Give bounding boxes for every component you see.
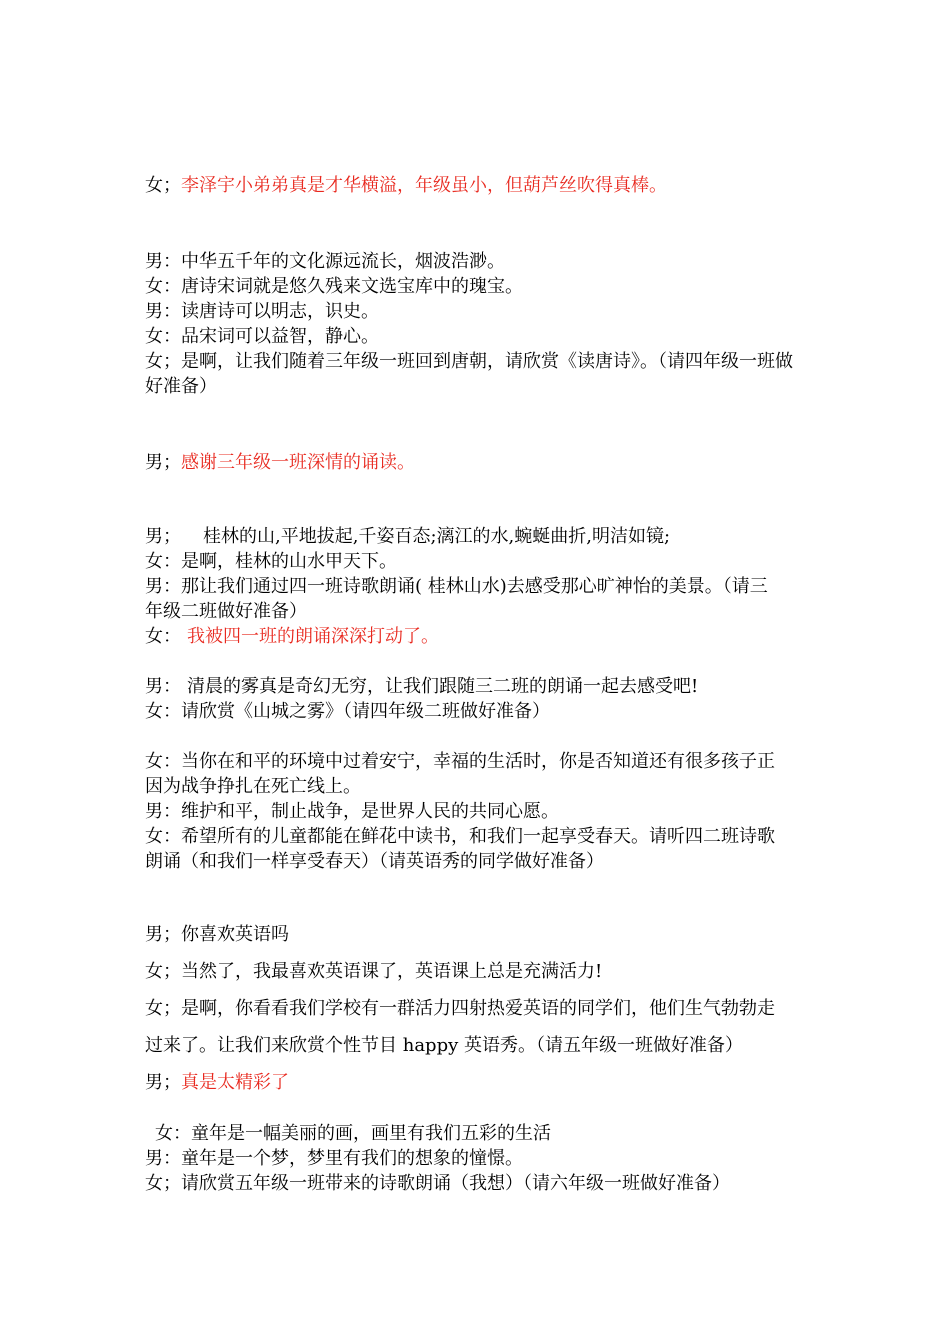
dialogue-line-continuation (145, 375, 217, 399)
dialogue-line-continuation (145, 600, 307, 624)
dialogue-line (145, 451, 415, 475)
line-text: 维护和平，制止战争，是世界人民的共同心愿。 (181, 801, 559, 822)
line-text: 是啊，桂林的山水甲天下。 (181, 551, 397, 572)
line-text: 童年是一个梦，梦里有我们的想象的憧憬。 (181, 1148, 523, 1169)
speaker-label: 女： (155, 1123, 191, 1144)
dialogue-line (145, 525, 670, 549)
speaker-label: 男： (145, 1148, 181, 1169)
dialogue-line (145, 1147, 523, 1171)
speaker-label: 女： (145, 751, 181, 772)
line-text: 希望所有的儿童都能在鲜花中读书，和我们一起享受春天。请听四二班诗歌 (181, 826, 775, 847)
speaker-label: 女； (145, 961, 181, 982)
speaker-label: 男： (145, 251, 181, 272)
speaker-label: 女； (145, 175, 181, 196)
speaker-label: 男； (145, 924, 181, 945)
speaker-label: 男： (145, 576, 181, 597)
dialogue-line-continuation (145, 775, 361, 799)
line-text: 童年是一幅美丽的画，画里有我们五彩的生活 (191, 1123, 551, 1144)
dialogue-line (145, 174, 667, 198)
dialogue-line (145, 997, 775, 1021)
line-text: 是啊，你看看我们学校有一群活力四射热爱英语的同学们，他们生气勃勃走 (181, 998, 775, 1019)
line-text: 请欣赏五年级一班带来的诗歌朗诵（我想）（请六年级一班做好准备） (181, 1173, 730, 1194)
line-text: 是啊，让我们随着三年级一班回到唐朝，请欣赏《读唐诗》。（请四年级一班做 (181, 351, 793, 372)
line-text: 你喜欢英语吗 (181, 924, 289, 945)
dialogue-line (145, 700, 550, 724)
line-text: 当你在和平的环境中过着安宁，幸福的生活时，你是否知道还有很多孩子正 (181, 751, 775, 772)
line-text: 桂林的山,平地拔起,千姿百态;漓江的水,蜿蜒曲折,明洁如镜; (203, 526, 671, 547)
dialogue-line (145, 350, 793, 374)
dialogue-line (145, 250, 505, 274)
line-text: 李泽宇小弟弟真是才华横溢，年级虽小，但葫芦丝吹得真棒。 (181, 175, 667, 196)
line-text: 清晨的雾真是奇幻无穷，让我们跟随三二班的朗诵一起去感受吧! (187, 676, 699, 697)
dialogue-line (145, 575, 768, 599)
dialogue-line (145, 800, 559, 824)
line-text: 过来了。让我们来欣赏个性节目 happy 英语秀。（请五年级一班做好准备） (145, 1035, 743, 1056)
dialogue-line (145, 750, 775, 774)
dialogue-line (145, 275, 523, 299)
dialogue-line (145, 625, 439, 649)
line-text: 因为战争挣扎在死亡线上。 (145, 776, 361, 797)
speaker-label: 男； (145, 452, 181, 473)
dialogue-line (155, 1122, 551, 1146)
speaker-label: 女： (145, 701, 181, 722)
speaker-label: 女； (145, 351, 181, 372)
line-text: 朗诵（和我们一样享受春天）（请英语秀的同学做好准备） (145, 851, 604, 872)
speaker-label: 女： (145, 276, 181, 297)
line-text: 唐诗宋词就是悠久残来文选宝库中的瑰宝。 (181, 276, 523, 297)
speaker-label: 男： (145, 676, 181, 697)
speaker-label: 男； (145, 1072, 181, 1093)
dialogue-line-continuation (145, 1034, 743, 1058)
line-text: 请欣赏《山城之雾》（请四年级二班做好准备） (181, 701, 550, 722)
speaker-label: 男： (145, 301, 181, 322)
dialogue-line (145, 923, 289, 947)
line-text: 读唐诗可以明志，识史。 (181, 301, 379, 322)
line-text: 年级二班做好准备） (145, 601, 307, 622)
line-text: 中华五千年的文化源远流长，烟波浩渺。 (181, 251, 505, 272)
speaker-label: 男： (145, 801, 181, 822)
line-text: 好准备） (145, 376, 217, 397)
line-text: 感谢三年级一班深情的诵读。 (181, 452, 415, 473)
dialogue-line-continuation (145, 850, 604, 874)
dialogue-line (145, 1172, 730, 1196)
line-text: 那让我们通过四一班诗歌朗诵( 桂林山水)去感受那心旷神怡的美景。（请三 (181, 576, 768, 597)
speaker-label: 女； (145, 1173, 181, 1194)
speaker-label: 男； (145, 526, 181, 547)
line-text: 品宋词可以益智，静心。 (181, 326, 379, 347)
dialogue-line (145, 300, 379, 324)
dialogue-line (145, 550, 397, 574)
dialogue-line (145, 960, 602, 984)
speaker-label: 女： (145, 826, 181, 847)
line-text: 当然了，我最喜欢英语课了，英语课上总是充满活力! (181, 961, 603, 982)
line-text: 真是太精彩了 (181, 1072, 289, 1093)
dialogue-line (145, 825, 775, 849)
speaker-label: 女： (145, 326, 181, 347)
dialogue-line (145, 325, 379, 349)
line-text: 我被四一班的朗诵深深打动了。 (187, 626, 439, 647)
dialogue-line (145, 675, 698, 699)
speaker-label: 女： (145, 626, 181, 647)
dialogue-line (145, 1071, 289, 1095)
speaker-label: 女； (145, 998, 181, 1019)
speaker-label: 女： (145, 551, 181, 572)
